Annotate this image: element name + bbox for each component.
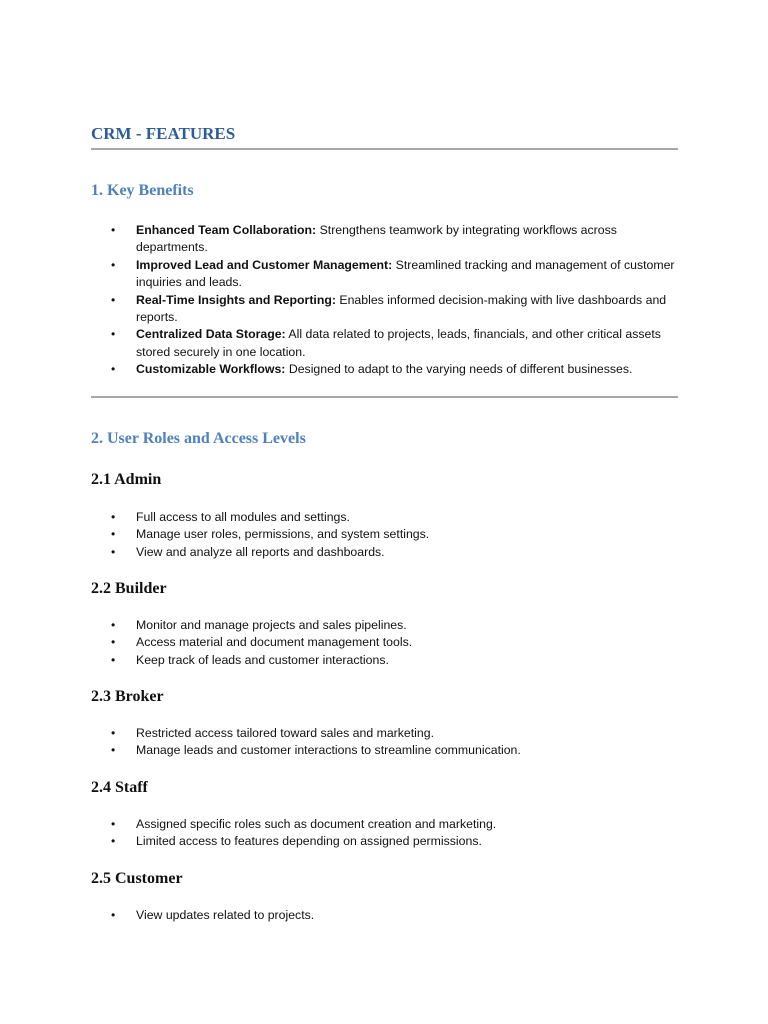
bullet-icon: • bbox=[111, 635, 116, 650]
bullet-icon: • bbox=[111, 362, 116, 377]
benefit-text: Strengthens teamwork by integrating workflows across departments. bbox=[136, 223, 617, 255]
list-item-text: Restricted access tailored toward sales and marketing. bbox=[136, 726, 434, 740]
key-benefits-list bbox=[91, 222, 678, 379]
bullet-icon: • bbox=[111, 257, 116, 272]
subsection-heading-staff: 2.4 Staff bbox=[91, 779, 148, 796]
list-item bbox=[91, 361, 678, 378]
list-item bbox=[91, 833, 678, 850]
benefit-label: Enhanced Team Collaboration: bbox=[136, 223, 317, 237]
bullet-icon: • bbox=[111, 544, 116, 559]
list-item bbox=[91, 617, 678, 634]
bullet-icon: • bbox=[111, 223, 116, 237]
list-item-text: Access material and document management tools. bbox=[136, 635, 413, 650]
list-item bbox=[91, 544, 678, 561]
subsection-heading-admin: 2.1 Admin bbox=[91, 471, 162, 488]
bullet-icon: • bbox=[111, 726, 116, 740]
bullet-icon: • bbox=[111, 743, 116, 758]
list-item-text: Assigned specific roles such as document creation and marketing. bbox=[136, 817, 497, 831]
list-item bbox=[91, 526, 678, 543]
benefit-label: Improved Lead and Customer Management: bbox=[136, 257, 393, 272]
list-item bbox=[91, 222, 678, 257]
subsection-heading-customer: 2.5 Customer bbox=[91, 870, 183, 887]
list-item-text: Limited access to features depending on assigned permissions. bbox=[136, 834, 482, 849]
section-divider bbox=[91, 396, 678, 398]
list-item bbox=[91, 725, 678, 742]
list-item bbox=[91, 634, 678, 651]
benefit-label: Centralized Data Storage: bbox=[136, 327, 286, 342]
list-item bbox=[91, 257, 678, 292]
bullet-icon: • bbox=[111, 292, 116, 307]
section-heading-key-benefits: 1. Key Benefits bbox=[91, 182, 194, 199]
list-item bbox=[91, 742, 678, 759]
list-item-text: View and analyze all reports and dashboards. bbox=[136, 544, 385, 559]
bullet-icon: • bbox=[111, 817, 116, 831]
list-item bbox=[91, 816, 678, 833]
broker-list bbox=[91, 725, 678, 760]
bullet-icon: • bbox=[111, 527, 116, 542]
list-item bbox=[91, 907, 678, 924]
benefit-text: Designed to adapt to the varying needs of different businesses. bbox=[285, 362, 633, 377]
bullet-icon: • bbox=[111, 618, 116, 632]
staff-list bbox=[91, 816, 678, 851]
list-item-text: View updates related to projects. bbox=[136, 908, 315, 922]
bullet-icon: • bbox=[111, 908, 116, 922]
list-item-text: Monitor and manage projects and sales pipelines. bbox=[136, 618, 407, 632]
list-item-text: Full access to all modules and settings. bbox=[136, 510, 350, 524]
benefit-label: Real-Time Insights and Reporting: bbox=[136, 292, 336, 307]
subsection-heading-broker: 2.3 Broker bbox=[91, 688, 164, 705]
benefit-text: Enables informed decision-making with live dashboards and reports. bbox=[136, 292, 667, 325]
benefit-label: Customizable Workflows: bbox=[136, 362, 286, 377]
bullet-icon: • bbox=[111, 510, 116, 524]
admin-list bbox=[91, 509, 678, 561]
subsection-heading-builder: 2.2 Builder bbox=[91, 580, 167, 597]
list-item bbox=[91, 292, 678, 327]
list-item-text: Manage leads and customer interactions to streamline communication. bbox=[136, 743, 521, 758]
section-heading-user-roles: 2. User Roles and Access Levels bbox=[91, 430, 306, 447]
customer-list bbox=[91, 907, 678, 924]
document-title: CRM - FEATURES bbox=[91, 124, 236, 143]
benefit-text: Streamlined tracking and management of customer inquiries and leads. bbox=[136, 257, 675, 290]
title-divider bbox=[91, 148, 678, 150]
list-item-text: Keep track of leads and customer interactions. bbox=[136, 652, 389, 667]
bullet-icon: • bbox=[111, 834, 116, 849]
list-item-text: Manage user roles, permissions, and system settings. bbox=[136, 527, 430, 542]
benefit-text: All data related to projects, leads, financials, and other critical assets stored securely in one location. bbox=[136, 327, 661, 359]
bullet-icon: • bbox=[111, 652, 116, 667]
builder-list bbox=[91, 617, 678, 669]
list-item bbox=[91, 326, 678, 361]
list-item bbox=[91, 509, 678, 526]
list-item bbox=[91, 652, 678, 669]
bullet-icon: • bbox=[111, 327, 116, 342]
